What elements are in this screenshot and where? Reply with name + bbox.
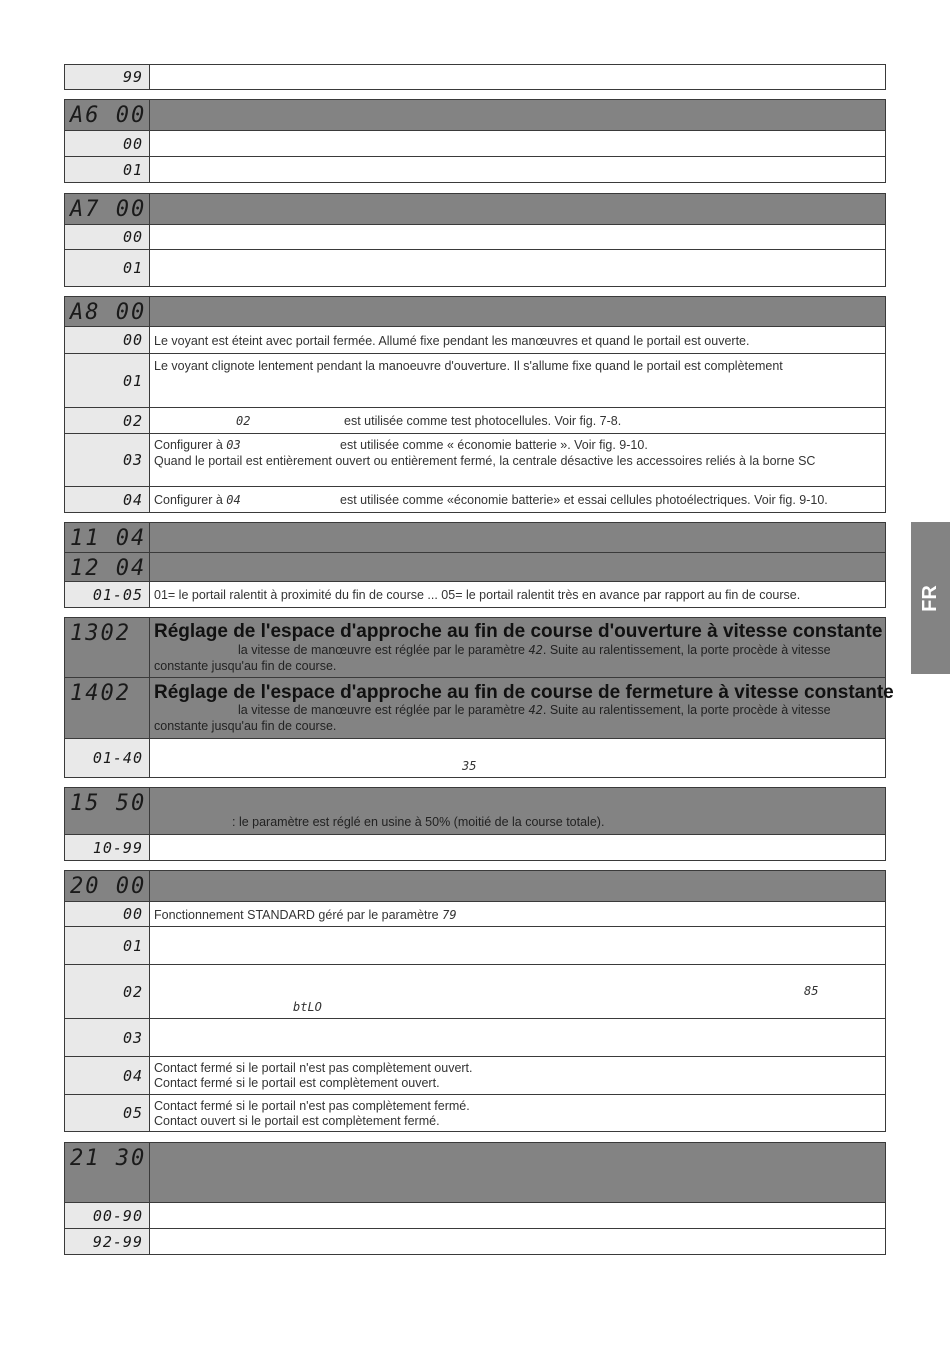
param-code: 99 bbox=[65, 65, 150, 89]
value-number: 04 bbox=[226, 493, 241, 507]
param-code: 00 bbox=[65, 225, 150, 249]
row-20-01 bbox=[64, 926, 886, 965]
param-code: 20 00 bbox=[65, 871, 150, 901]
value-number: 02 bbox=[236, 414, 251, 428]
row-21-a bbox=[64, 1202, 886, 1229]
header-a7 bbox=[64, 193, 886, 225]
param-title: Réglage de l'espace d'approche au fin de course de fermeture à vitesse constante la vitesse de manœuvre est réglée par le paramètre 42. Suite au ralentissement, la porte procède à vitesse constante jusqu'au fin de course. bbox=[154, 682, 894, 733]
param-description: 01= le portail ralentit à proximité du fin de course ... 05= le portail ralentit très en avance par rapport au fin de course. bbox=[154, 588, 801, 602]
param-code: A7 00 bbox=[65, 194, 150, 224]
language-tab-fr: FR bbox=[911, 522, 950, 674]
row-99 bbox=[64, 64, 886, 90]
value-number: btLO bbox=[293, 1000, 322, 1014]
param-description bbox=[150, 1229, 885, 1254]
param-description bbox=[150, 250, 885, 286]
header-13 bbox=[64, 617, 886, 678]
param-description bbox=[150, 1019, 885, 1056]
row-15-range bbox=[64, 834, 886, 861]
param-description: Contact fermé si le portail n'est pas complètement fermé. Contact ouvert si le portail est complètement fermé. bbox=[154, 1099, 470, 1128]
param-title bbox=[150, 523, 885, 552]
param-code: 00 bbox=[65, 131, 150, 156]
param-description bbox=[150, 965, 885, 1018]
value-number: 35 bbox=[462, 759, 477, 773]
header-11 bbox=[64, 522, 886, 553]
param-title: : le paramètre est réglé en usine à 50% (moitié de la course totale). bbox=[232, 815, 605, 829]
param-code: 01 bbox=[65, 354, 150, 407]
param-code: 03 bbox=[65, 434, 150, 486]
row-a8-01 bbox=[64, 353, 886, 408]
param-code: 00 bbox=[65, 327, 150, 353]
param-description: Contact fermé si le portail n'est pas complètement ouvert. Contact fermé si le portail est complètement ouvert. bbox=[154, 1061, 473, 1090]
param-title bbox=[150, 871, 885, 901]
param-title bbox=[150, 100, 885, 130]
param-code: 04 bbox=[65, 1057, 150, 1094]
param-code: 01-05 bbox=[65, 582, 150, 607]
row-20-03 bbox=[64, 1018, 886, 1057]
param-code: 10-99 bbox=[65, 835, 150, 860]
row-a6-00 bbox=[64, 130, 886, 157]
row-20-00 bbox=[64, 901, 886, 927]
header-15 bbox=[64, 787, 886, 835]
param-description bbox=[150, 157, 885, 182]
param-code: 04 bbox=[65, 487, 150, 512]
param-description bbox=[150, 65, 885, 89]
param-description: 02 est utilisée comme test photocellules. Voir fig. 7-8. bbox=[236, 414, 622, 428]
param-title bbox=[150, 194, 885, 224]
row-20-04 bbox=[64, 1056, 886, 1095]
header-20 bbox=[64, 870, 886, 902]
param-code: 21 30 bbox=[65, 1143, 150, 1202]
param-code: 15 50 bbox=[65, 788, 150, 834]
param-code: A8 00 bbox=[65, 297, 150, 326]
row-a6-01 bbox=[64, 156, 886, 183]
param-code: 11 04 bbox=[65, 523, 150, 552]
param-title bbox=[150, 553, 885, 581]
param-title: Réglage de l'espace d'approche au fin de course d'ouverture à vitesse constante la vitesse de manœuvre est réglée par le paramètre 42. Suite au ralentissement, la porte procède à vitesse constante jusqu'au fin de course. bbox=[154, 621, 883, 673]
param-description bbox=[150, 1203, 885, 1228]
param-code: 05 bbox=[65, 1095, 150, 1131]
param-code: 01-40 bbox=[65, 739, 150, 777]
value-number: 42 bbox=[528, 643, 543, 657]
row-20-02 bbox=[64, 964, 886, 1019]
param-code: 01 bbox=[65, 927, 150, 964]
param-description bbox=[150, 835, 885, 860]
param-title bbox=[150, 297, 885, 326]
header-a8 bbox=[64, 296, 886, 327]
param-code: 01 bbox=[65, 250, 150, 286]
param-code: 12 04 bbox=[65, 553, 150, 581]
row-14-range bbox=[64, 738, 886, 778]
param-code: A6 00 bbox=[65, 100, 150, 130]
header-a6 bbox=[64, 99, 886, 131]
param-code: 02 bbox=[65, 965, 150, 1018]
row-a7-01 bbox=[64, 249, 886, 287]
param-description bbox=[150, 225, 885, 249]
row-20-05 bbox=[64, 1094, 886, 1132]
header-12 bbox=[64, 552, 886, 582]
param-code: 00-90 bbox=[65, 1203, 150, 1228]
value-number: 42 bbox=[528, 703, 543, 717]
param-code: 92-99 bbox=[65, 1229, 150, 1254]
row-21-b bbox=[64, 1228, 886, 1255]
row-a8-00 bbox=[64, 326, 886, 354]
row-a8-04 bbox=[64, 486, 886, 513]
param-code: 03 bbox=[65, 1019, 150, 1056]
param-description: Le voyant clignote lentement pendant la manoeuvre d'ouverture. Il s'allume fixe quand le portail est complètement bbox=[154, 359, 783, 373]
param-code: 02 bbox=[65, 408, 150, 433]
param-description bbox=[150, 739, 885, 777]
param-code: 00 bbox=[65, 902, 150, 926]
param-code: 1302 bbox=[65, 618, 150, 677]
row-a8-02 bbox=[64, 407, 886, 434]
param-description: Configurer à 03 est utilisée comme « économie batterie ». Voir fig. 9-10. Quand le portail est entièrement ouvert ou entièrement fermé, la centrale désactive les accessoires reliés à la borne SC bbox=[154, 438, 816, 468]
row-a8-03 bbox=[64, 433, 886, 487]
header-21 bbox=[64, 1142, 886, 1203]
param-description: Configurer à 04 est utilisée comme «économie batterie» et essai cellules photoélectriques. Voir fig. 9-10. bbox=[154, 493, 828, 507]
value-number: 03 bbox=[226, 438, 241, 452]
param-code: 1402 bbox=[65, 678, 150, 738]
param-title bbox=[150, 1143, 885, 1202]
row-a7-00 bbox=[64, 224, 886, 250]
param-description bbox=[150, 131, 885, 156]
param-description: Fonctionnement STANDARD géré par le paramètre 79 bbox=[154, 908, 457, 922]
value-number: 85 bbox=[804, 984, 819, 998]
value-number: 79 bbox=[442, 908, 457, 922]
param-description bbox=[150, 927, 885, 964]
header-14 bbox=[64, 677, 894, 739]
param-code: 01 bbox=[65, 157, 150, 182]
row-12-range bbox=[64, 581, 886, 608]
param-description: Le voyant est éteint avec portail fermée. Allumé fixe pendant les manœuvres et quand le portail est ouverte. bbox=[154, 334, 750, 348]
